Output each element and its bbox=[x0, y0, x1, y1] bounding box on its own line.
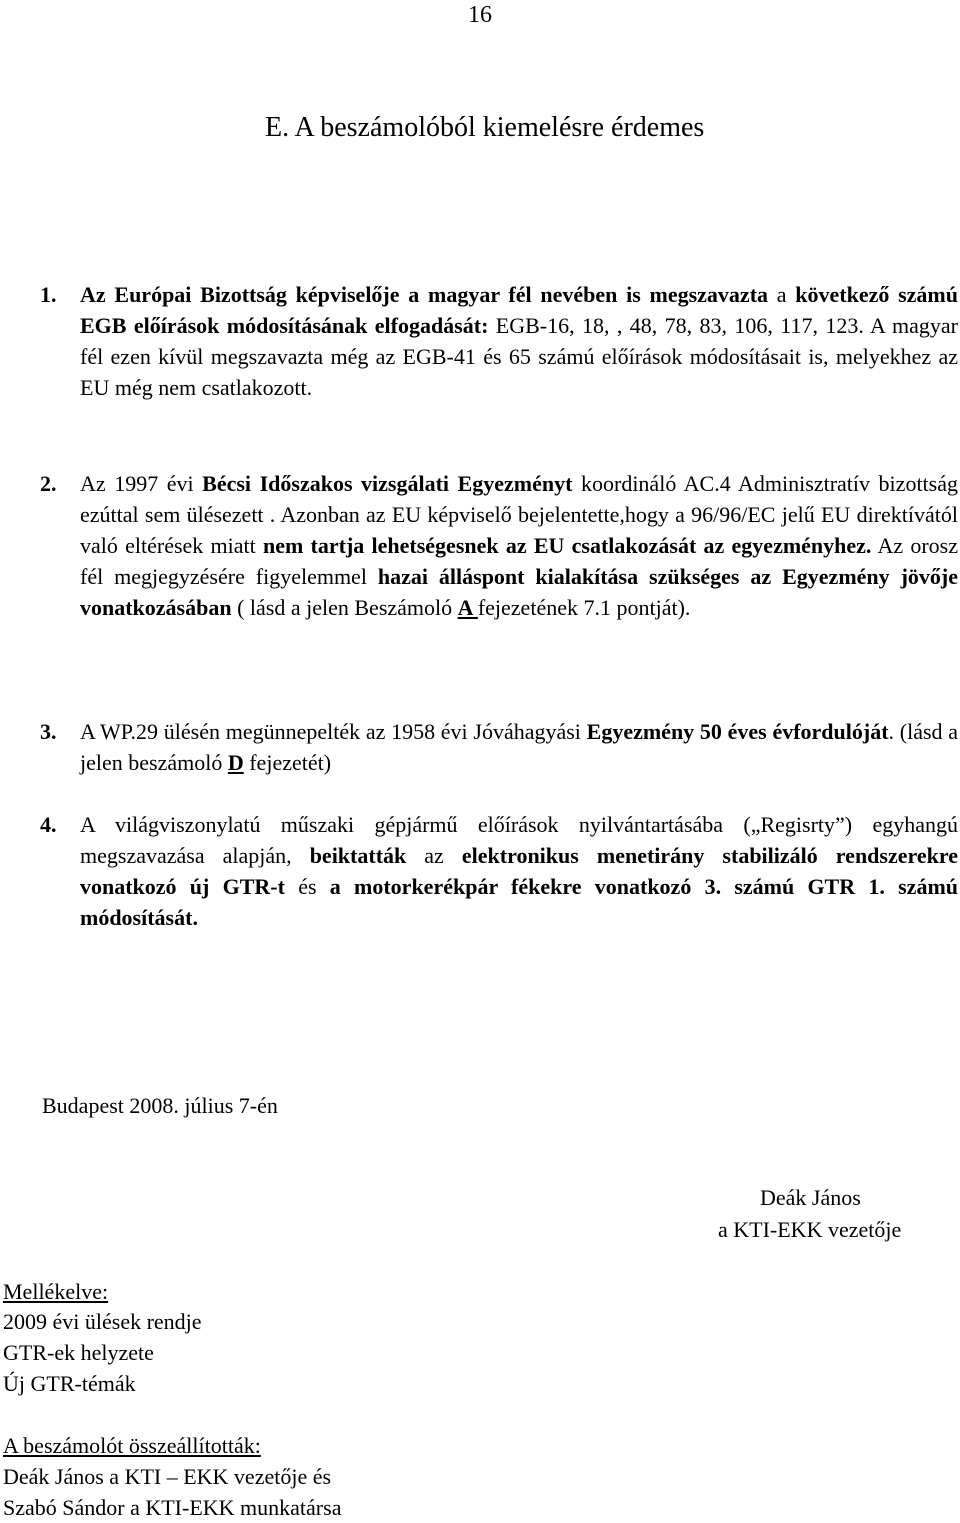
text-segment: Az orosz fél megjegyzésére figyelemmel bbox=[80, 533, 959, 589]
attachments-heading: Mellékelve: bbox=[3, 1279, 109, 1304]
text-segment: és bbox=[284, 874, 330, 899]
attachment-item: Új GTR-témák bbox=[3, 1371, 136, 1396]
item-3-number: 3. bbox=[40, 719, 57, 744]
compiled-by-heading: A beszámolót összeállították: bbox=[3, 1433, 261, 1458]
text-segment: a bbox=[768, 282, 796, 307]
text-segment: . (lásd a jelen beszámoló bbox=[80, 719, 959, 775]
bold-text-segment: A bbox=[457, 595, 478, 620]
item-3-text bbox=[80, 716, 958, 778]
signature-role: a KTI-EKK vezetője bbox=[718, 1217, 902, 1242]
bold-text-segment: a motorkerékpár fékekre vonatkozó 3. számú GTR 1. számú módosítását. bbox=[80, 874, 959, 930]
text-segment: EGB-16, 18, , 48, 78, 83, 106, 117, 123. A magyar fél ezen kívül megszavazta még az EGB-41 és 65 számú előírások módosításait is, melyekhez az EU még nem csatlakozott. bbox=[80, 313, 959, 400]
text-segment: ( lásd a jelen Beszámoló bbox=[231, 595, 458, 620]
bold-text-segment: nem tartja lehetségesnek az EU csatlakozását az egyezményhez. bbox=[262, 533, 872, 558]
text-segment: fejezetének 7.1 pontját). bbox=[477, 595, 691, 620]
text-segment: A WP.29 ülésén megünnepelték az 1958 évi Jóváhagyási bbox=[80, 719, 587, 744]
bold-text-segment: következő számú EGB előírások módosításának elfogadását: bbox=[80, 282, 958, 338]
text-segment: fejezetét) bbox=[243, 750, 332, 775]
item-4-number: 4. bbox=[40, 812, 57, 837]
page-number: 16 bbox=[468, 2, 492, 28]
item-2-text bbox=[80, 468, 958, 623]
bold-text-segment: D bbox=[227, 750, 244, 775]
bold-text-segment: hazai álláspont kialakítása szükséges az Egyezmény jövője vonatkozásában bbox=[80, 564, 958, 620]
item-1-text bbox=[80, 279, 958, 403]
compiled-by-line: Deák János a KTI – EKK vezetője és bbox=[3, 1464, 332, 1489]
bold-text-segment: beiktatták bbox=[309, 843, 407, 868]
item-1-number: 1. bbox=[40, 282, 57, 307]
attachment-item: GTR-ek helyzete bbox=[3, 1340, 154, 1365]
place-date: Budapest 2008. július 7-én bbox=[42, 1093, 278, 1118]
bold-text-segment: Egyezmény 50 éves évfordulóját bbox=[586, 719, 889, 744]
text-segment: A világviszonylatú műszaki gépjármű előírások nyilvántartásába („Regisrty”) egyhangú megszavazása alapján, bbox=[80, 812, 958, 868]
item-4-text bbox=[80, 809, 958, 933]
bold-text-segment: elektronikus menetirány stabilizáló rendszerekre vonatkozó új GTR-t bbox=[80, 843, 959, 899]
compiled-by-line: Szabó Sándor a KTI-EKK munkatársa bbox=[3, 1495, 342, 1520]
text-segment: az bbox=[406, 843, 462, 868]
signature-name: Deák János bbox=[760, 1185, 861, 1210]
section-title: E. A beszámolóból kiemelésre érdemes bbox=[265, 112, 705, 143]
attachment-item: 2009 évi ülések rendje bbox=[3, 1309, 202, 1334]
bold-text-segment: Az Európai Bizottság képviselője a magyar fél nevében is megszavazta bbox=[80, 282, 769, 307]
bold-text-segment: Bécsi Időszakos vizsgálati Egyezményt bbox=[202, 471, 573, 496]
text-segment: koordináló AC.4 Adminisztratív bizottság ezúttal sem ülésezett . Azonban az EU képviselő bejelentette,hogy a 96/96/EC jelű EU direktívától való eltérések miatt bbox=[80, 471, 958, 558]
text-segment: Az 1997 évi bbox=[80, 471, 203, 496]
item-2-number: 2. bbox=[40, 471, 57, 496]
